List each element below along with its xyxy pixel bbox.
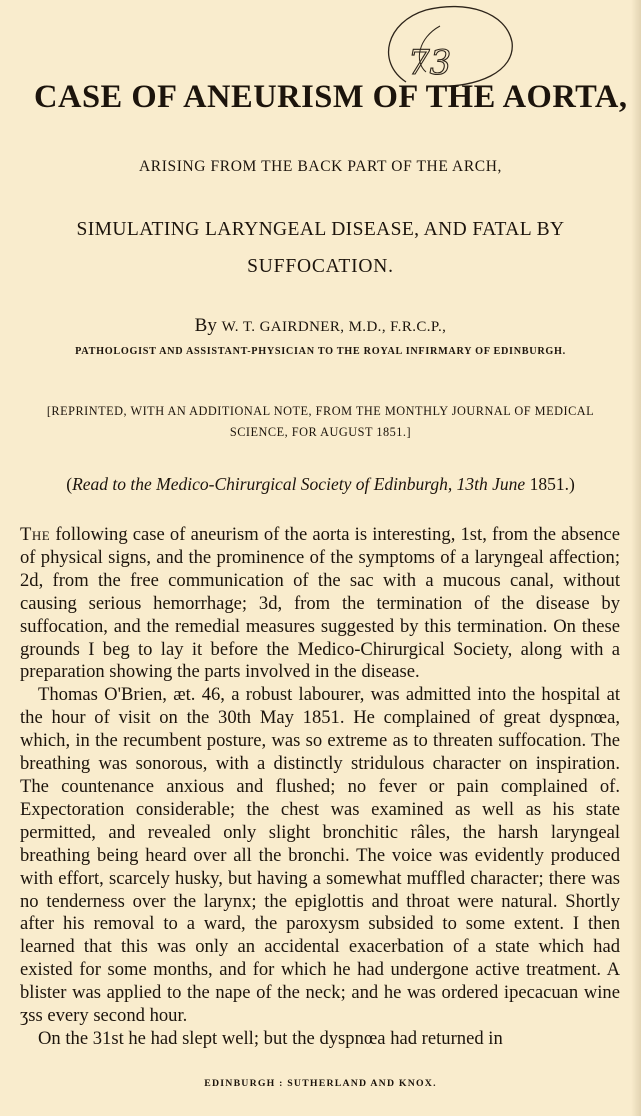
read-note-year: 1851.)	[529, 474, 575, 494]
document-title: CASE OF ANEURISM OF THE AORTA,	[34, 79, 628, 115]
catalogue-number-text: 73	[408, 43, 452, 83]
paragraph-continuation: On the 31st he had slept well; but the dyspnœa had returned in	[38, 1027, 503, 1049]
author-affiliation: PATHOLOGIST AND ASSISTANT-PHYSICIAN TO THE ROYAL INFIRMARY OF EDINBURGH.	[75, 346, 566, 357]
subtitle-simulating: SIMULATING LARYNGEAL DISEASE, AND FATAL BY	[76, 219, 565, 240]
paragraph-case-history: Thomas O'Brien, æt. 46, a robust labourer, was admitted into the hospital at the hour of visit on the 30th May 1851. He complained of great dyspnœa, which, in the recumbent posture, was so extreme as to threaten suffocation. The breathing was sonorous, with a distinctly stridulous character on inspiration. The countenance anxious and flushed; no fever or pain complained of. Expectoration considerable; the chest was examined as well as his state permitted, and revealed only slight bronchitic râles, the harsh laryngeal breathing being heard over all the bronchi. The voice was evidently produced with effort, scarcely husky, but having a somewhat muffled character; there was no tenderness over the larynx; the epiglottis and throat were natural. Shortly after his removal to a ward, the paroxysm subsided to some extent. I then learned that this was only an accidental exacerbation of a state which had existed for some months, and for which he had undergone active treatment. A blister was applied to the nape of the neck; and he was ordered ipecacuan wine ʒss every second hour.	[20, 684, 620, 1027]
subtitle-arising: ARISING FROM THE BACK PART OF THE ARCH,	[139, 158, 502, 175]
read-note-text: Read to the Medico-Chirurgical Society of Edinburgh, 13th June	[72, 474, 526, 494]
reprint-note-line-1: [REPRINTED, WITH AN ADDITIONAL NOTE, FROM THE MONTHLY JOURNAL OF MEDICAL	[46, 404, 595, 418]
body-text	[20, 524, 620, 1051]
subtitle-suffocation: SUFFOCATION.	[247, 256, 394, 277]
reprint-note-line-2: SCIENCE, FOR AUGUST 1851.]	[229, 425, 412, 439]
stamp-drawing	[366, 2, 518, 90]
byline-author: W. T. GAIRDNER, M.D., F.R.C.P.,	[221, 319, 447, 335]
read-note-open: (	[66, 474, 73, 494]
paragraph-intro	[20, 524, 620, 684]
paragraph-intro-lead: The	[20, 524, 51, 545]
handwritten-catalogue-number	[366, 2, 518, 90]
paragraph-intro-text: following case of aneurism of the aorta is interesting, 1st, from the absence of physical signs, and the prominence of the symptoms of a laryngeal affection; 2d, from the free communication of the sac with a mucous canal, without causing serious hemorrhage; 3d, from the termination of the disease by suffocation, and the remedial measures suggested by this termination. On these grounds I beg to lay it before the Medico-Chirurgical Society, along with a preparation showing the parts involved in the disease.	[20, 524, 620, 683]
byline	[0, 315, 641, 337]
printer-imprint: EDINBURGH : SUTHERLAND AND KNOX.	[204, 1078, 437, 1089]
byline-by: By	[194, 315, 217, 336]
read-note	[0, 474, 641, 495]
